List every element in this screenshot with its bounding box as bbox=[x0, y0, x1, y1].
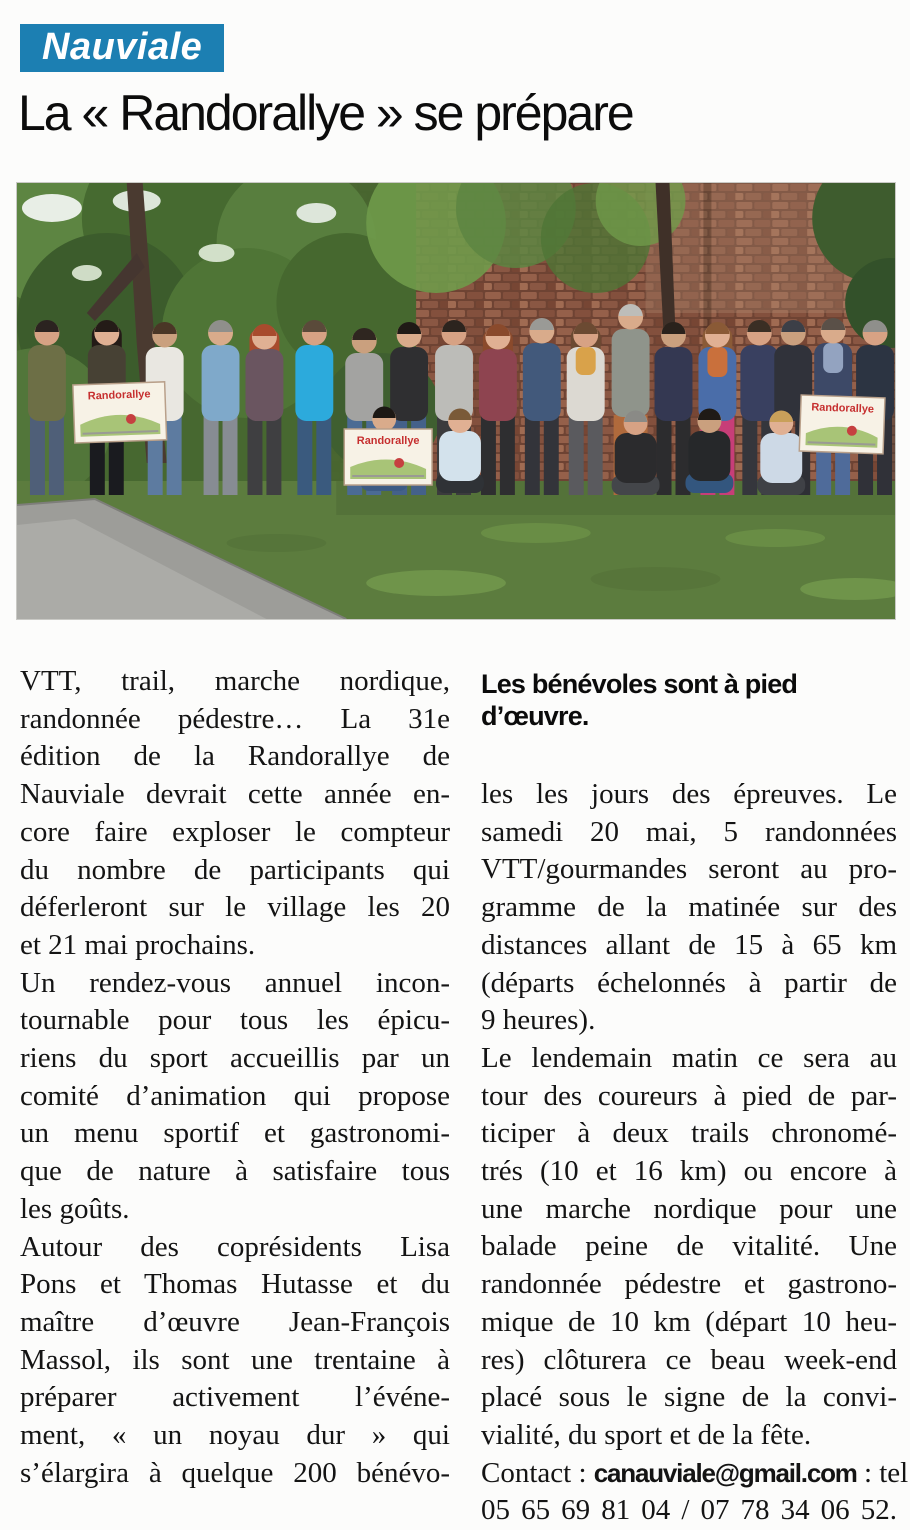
text-line: du nombre de participants qui bbox=[20, 853, 450, 886]
text-line: Un rendez-vous annuel incon- bbox=[20, 966, 450, 999]
text-line: randonnée pédestre… La 31e bbox=[20, 702, 450, 735]
poster bbox=[344, 429, 432, 485]
contact-paragraph bbox=[481, 1455, 909, 1530]
text-line: res) clôturera ce beau week-end bbox=[481, 1343, 897, 1376]
text-line: placé sous le signe de la convi- bbox=[481, 1381, 897, 1414]
text-line: Le lendemain matin ce sera au bbox=[481, 1041, 897, 1074]
paragraph bbox=[481, 1040, 897, 1455]
text-line: déferleront sur le village les 20 bbox=[20, 891, 450, 924]
text-line: les les jours des épreuves. Le bbox=[481, 778, 897, 810]
text-line: VTT, trail, marche nordique, bbox=[20, 665, 450, 697]
column-right-paragraphs bbox=[481, 776, 897, 1455]
text-line: mique de 10 km (départ 10 heu- bbox=[481, 1305, 897, 1338]
text-line: que de nature à satisfaire tous bbox=[20, 1155, 450, 1188]
text-line: maître d’œuvre Jean-François bbox=[20, 1305, 450, 1338]
text-line: préparer activement l’événe- bbox=[20, 1381, 450, 1414]
poster-title: Randorallye bbox=[811, 401, 875, 416]
text-line: Massol, ils sont une trentaine à bbox=[20, 1343, 450, 1376]
text-line: Pons et Thomas Hutasse et du bbox=[20, 1268, 450, 1301]
text-line: édition de la Randorallye de bbox=[20, 740, 450, 773]
text-line: s’élargira à quelque 200 bénévo- bbox=[20, 1456, 450, 1489]
text-line: ment, « un noyau dur » qui bbox=[20, 1419, 450, 1452]
text-line: ticiper à deux trails chronomé- bbox=[481, 1117, 897, 1150]
section-banner bbox=[20, 24, 224, 72]
text-line: randonnée pédestre et gastrono- bbox=[481, 1268, 897, 1301]
contact-phone: 05 65 69 81 04 / 07 78 34 06 52. bbox=[481, 1494, 897, 1527]
text-line: riens du sport accueillis par un bbox=[20, 1042, 450, 1075]
section-banner-label: Nauviale bbox=[42, 26, 203, 68]
headline: La « Randorallye » se prépare bbox=[18, 85, 633, 141]
paragraph bbox=[481, 776, 897, 1040]
paragraph bbox=[20, 663, 450, 965]
text-line: un menu sportif et gastronomi- bbox=[20, 1117, 450, 1150]
paragraph bbox=[20, 965, 450, 1229]
paragraph bbox=[20, 1229, 450, 1493]
text-line: distances allant de 15 à 65 km bbox=[481, 928, 897, 961]
article-body bbox=[20, 663, 909, 1530]
text-line: core faire exploser le compteur bbox=[20, 815, 450, 848]
text-line: VTT/gourmandes seront au pro- bbox=[481, 853, 897, 886]
column-right bbox=[481, 663, 909, 1530]
text-line: comité d’animation qui propose bbox=[20, 1079, 450, 1112]
text-line: et 21 mai prochains. bbox=[20, 928, 256, 961]
contact-suffix: : tel bbox=[856, 1456, 909, 1489]
group-photo-illustration bbox=[17, 183, 895, 619]
poster-title: Randorallye bbox=[87, 388, 151, 403]
contact-email: canauviale@gmail.com bbox=[593, 1457, 857, 1488]
text-line: samedi 20 mai, 5 randonnées bbox=[481, 815, 897, 848]
text-line: balade peine de vitalité. Une bbox=[481, 1230, 897, 1263]
photo-caption: Les bénévoles sont à pied d’œuvre. bbox=[481, 669, 798, 731]
text-line: tournable pour tous les épicu- bbox=[20, 1004, 450, 1037]
text-line: Nauviale devrait cette année en- bbox=[20, 778, 450, 811]
text-line: une marche nordique pour une bbox=[481, 1192, 897, 1225]
text-line: (départs échelonnés à partir de bbox=[481, 966, 897, 999]
text-line: gramme de la matinée sur des bbox=[481, 891, 897, 924]
poster-title: Randorallye bbox=[356, 434, 420, 448]
column-left bbox=[20, 663, 450, 1530]
text-line: les goûts. bbox=[20, 1192, 130, 1225]
text-line: Autour des coprésidents Lisa bbox=[20, 1230, 450, 1263]
contact-prefix: Contact : bbox=[481, 1456, 594, 1489]
text-line: trés (10 et 16 km) ou encore à bbox=[481, 1155, 897, 1188]
text-line: vialité, du sport et de la fête. bbox=[481, 1418, 812, 1451]
poster bbox=[73, 382, 167, 443]
text-line: 9 heures). bbox=[481, 1004, 596, 1037]
group-photo bbox=[16, 182, 896, 620]
poster bbox=[799, 395, 885, 454]
contact-line bbox=[481, 1455, 909, 1493]
text-line: tour des coureurs à pied de par- bbox=[481, 1079, 897, 1112]
